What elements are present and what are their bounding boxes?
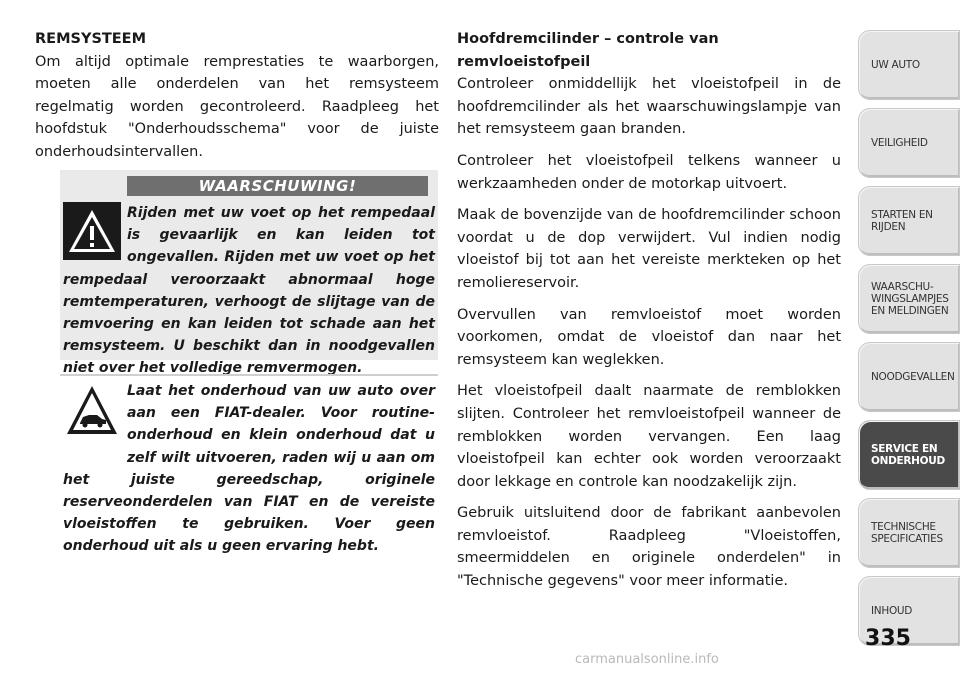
tab-starten-en-rijden[interactable]: STARTEN EN RIJDEN [858, 186, 960, 256]
car-triangle-icon [63, 380, 127, 448]
page-number: 335 [865, 626, 911, 651]
watermark: carmanualsonline.info [575, 652, 719, 667]
tab-service-en-onderhoud[interactable]: SERVICE EN ONDERHOUD [858, 420, 960, 490]
right-paragraph-2: Controleer het vloeistofpeil telkens wanneer u werkzaamheden onder de motorkap uitvoert. [457, 152, 841, 192]
warning-text: Rijden met uw voet op het rempedaal is gevaarlijk en kan leiden tot ongevallen. Rijden met uw voet op het rempedaal veroorzaakt abnormaal hoge remtemperaturen, verhoogt de slijtage van de remvoering en kan leiden tot schade aan het remsysteem. U beschikt dan in noodgevallen niet over het volledige remvermogen. [63, 205, 435, 377]
tab-veiligheid[interactable]: VEILIGHEID [858, 108, 960, 178]
warning-text-block [63, 202, 435, 380]
right-paragraph-4: Overvullen van remvloeistof moet worden voorkomen, omdat de vloeistof dan naar het remsysteem kan weglekken. [457, 306, 841, 368]
intro-paragraph: Om altijd optimale remprestaties te waarborgen, moeten alle onderdelen van het remsysteem regelmatig worden gecontroleerd. Raadpleeg het hoofdstuk "Onderhoudsschema" voor de juiste onderhoudsintervallen. [35, 53, 439, 160]
right-paragraph-3: Maak de bovenzijde van de hoofdremcilinder schoon voordat u de dop verwijdert. Vul indien nodig vloeistof bij tot aan het vereiste merkteken op het remoliereservoir. [457, 207, 841, 291]
tab-waarschuwingslampjes[interactable]: WAARSCHU- WINGSLAMPJES EN MELDINGEN [858, 264, 960, 334]
section-heading: REMSYSTEEM [35, 31, 147, 47]
info-divider [60, 374, 438, 376]
warning-triangle-icon [63, 202, 127, 268]
right-paragraph-6: Gebruik uitsluitend door de fabrikant aanbevolen remvloeistof. Raadpleeg "Vloeistoffen, smeermiddelen en originele onderdelen" in "Technische gegevens" voor meer informatie. [457, 505, 841, 590]
info-text: Laat het onderhoud van uw auto over aan een FIAT-dealer. Voor routine-onderhoud en klein onderhoud dat u zelf wilt uitvoeren, raden wij u aan om het juiste gereedschap, originele reserveonderdelen van FIAT en de vereiste vloeistoffen te gebruiken. Voer geen onderhoud uit als u geen ervaring hebt. [63, 383, 435, 555]
tab-inhoud[interactable]: INHOUD [858, 576, 960, 646]
left-column [35, 28, 439, 173]
right-column [457, 28, 841, 602]
info-text-block [63, 380, 435, 558]
right-heading: Hoofdremcilinder – controle van remvloeistofpeil [457, 31, 719, 70]
tab-uw-auto[interactable]: UW AUTO [858, 30, 960, 100]
right-paragraph-1: Controleer onmiddellijk het vloeistofpeil in de hoofdremcilinder als het waarschuwingslampje van het remsysteem gaan branden. [457, 76, 841, 138]
tab-noodgevallen[interactable]: NOODGEVALLEN [858, 342, 960, 412]
warning-title: WAARSCHUWING! [127, 176, 428, 196]
right-paragraph-5: Het vloeistofpeil daalt naarmate de remblokken slijten. Controleer het remvloeistofpeil wanneer de remblokken worden vervangen. Een laag vloeistofpeil kan echter ook worden veroorzaakt door lekkage en controle kan noodzakelijk zijn. [457, 383, 841, 490]
tab-technische-specificaties[interactable]: TECHNISCHE SPECIFICATIES [858, 498, 960, 568]
